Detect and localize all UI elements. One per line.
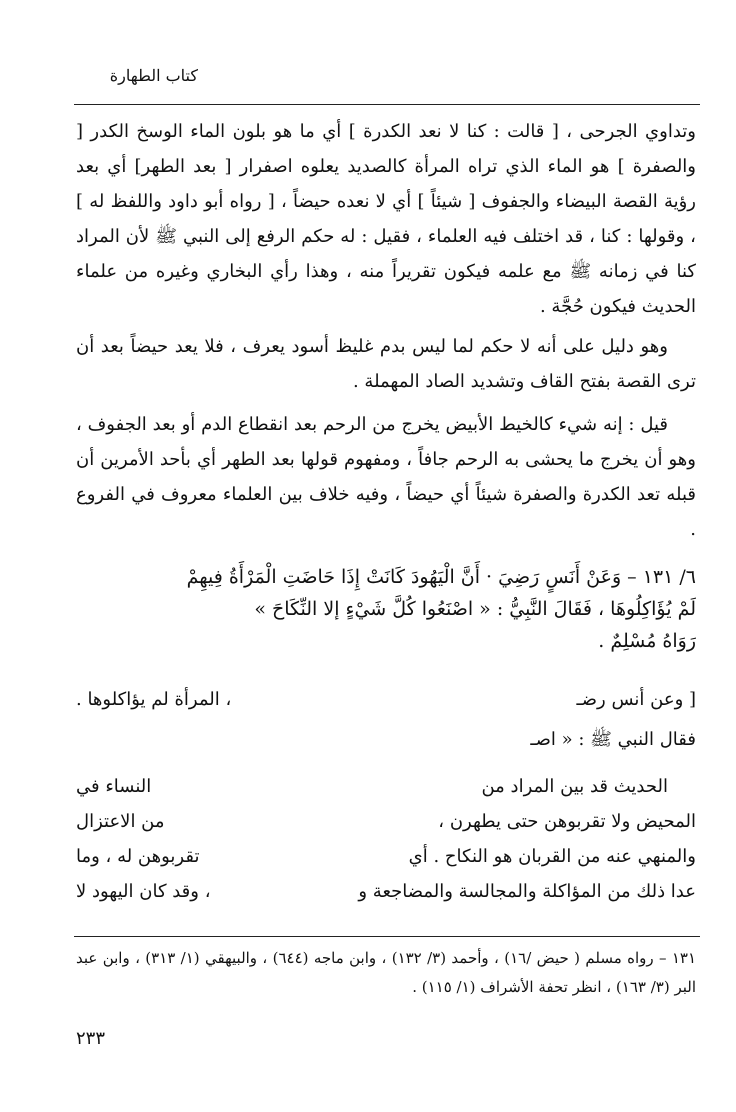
hadith-block: [76, 561, 696, 657]
footnote-rule: [74, 936, 700, 937]
partial-row-right: [ وعن أنس رضـ: [576, 689, 696, 710]
partial-row-left: ، وقد كان اليهود لا: [76, 881, 211, 902]
hadith-line-2: لَمْ يُؤَاكِلُوهَا ، فَقَالَ النَّبِيُّ : « اصْنَعُوا كُلَّ شَيْءٍ إلا النِّكَاحَ »: [254, 598, 696, 620]
header-rule: [74, 104, 700, 105]
partial-row-left: تقربوهن له ، وما: [76, 846, 200, 867]
hadith-line-3: رَوَاهُ مُسْلِمٌ .: [598, 630, 696, 652]
commentary-paragraph-1: وتداوي الجرحى ، [ قالت : كنا لا نعد الكدرة ] أي ما هو بلون الماء الوسخ الكدر [ والصفرة ] هو الماء الذي تراه المرأة كالصديد يعلوه اصفرار [ بعد الطهر] أي بعد رؤية القصة البيضاء والجفوف [ شيئاً ] أي لا نعده حيضاً ، [ رواه أبو داود واللفظ له ] ، وقولها : كنا ، قد اختلف فيه العلماء ، فقيل : له حكم الرفع إلى النبي ﷺ لأن المراد كنا في زمانه ﷺ مع علمه فيكون تقريراً منه ، وهذا رأي البخاري وغيره من علماء الحديث فيكون حُجَّة .: [76, 121, 697, 317]
partial-row-right: الحديث قد بين المراد من: [481, 776, 668, 797]
page-number: ٢٣٣: [76, 1028, 106, 1049]
commentary-paragraph-3: قيل : إنه شيء كالخيط الأبيض يخرج من الرحم بعد انقطاع الدم أو بعد الجفوف ، وهو أن يخرج ما يحشى به الرحم جافاً ، ومفهوم قولها بعد الطهر أي بأحد الأمرين أن قبله تعد الكدرة والصفرة شيئاً أي حيضاً ، وفيه خلاف بين العلماء معروف في الفروع .: [76, 414, 696, 540]
partial-row-left: النساء في: [76, 776, 152, 797]
partial-row: [76, 682, 696, 717]
partial-row: [76, 804, 696, 839]
partial-row-right: فقال النبي ﷺ : « اصـ: [530, 729, 696, 750]
hadith-line-1: ٦/ ١٣١ – وَعَنْ أَنَسٍ رَضِيَ · أَنَّ الْيَهُودَ كَانَتْ إِذَا حَاضَتِ الْمَرْأَةُ فِيهِمْ: [186, 566, 696, 588]
commentary-paragraph-2: وهو دليل على أنه لا حكم لما ليس بدم غليظ أسود يعرف ، فلا يعد حيضاً بعد أن ترى القصة بفتح القاف وتشديد الصاد المهملة .: [76, 336, 696, 392]
partial-row: [76, 769, 696, 804]
partial-row: [76, 874, 696, 909]
commentary-top: [76, 114, 696, 547]
partial-row-right: المحيض ولا تقربوهن حتى يطهرن ،: [438, 811, 696, 832]
running-title: كتاب الطهارة: [109, 66, 198, 85]
partial-row-right: والمنهي عنه من القربان هو النكاح . أي: [408, 846, 696, 867]
partial-row-right: عدا ذلك من المؤاكلة والمجالسة والمضاجعة و: [358, 881, 696, 902]
partial-row: [76, 839, 696, 874]
partial-row-left: ، المرأة لم يؤاكلوها .: [76, 689, 232, 710]
partial-row-left: من الاعتزال: [76, 811, 165, 832]
partial-row: [76, 722, 696, 757]
footnote: ١٣١ – رواه مسلم ( حيض /١٦) ، وأحمد (٣/ ١٣٢) ، وابن ماجه (٦٤٤) ، والبيهقي (١/ ٣١٣) ، وابن عبد البر (٣/ ١٦٣) ، انظر تحفة الأشراف (١/ ١١٥) .: [76, 949, 696, 996]
commentary-partial: [76, 682, 696, 909]
